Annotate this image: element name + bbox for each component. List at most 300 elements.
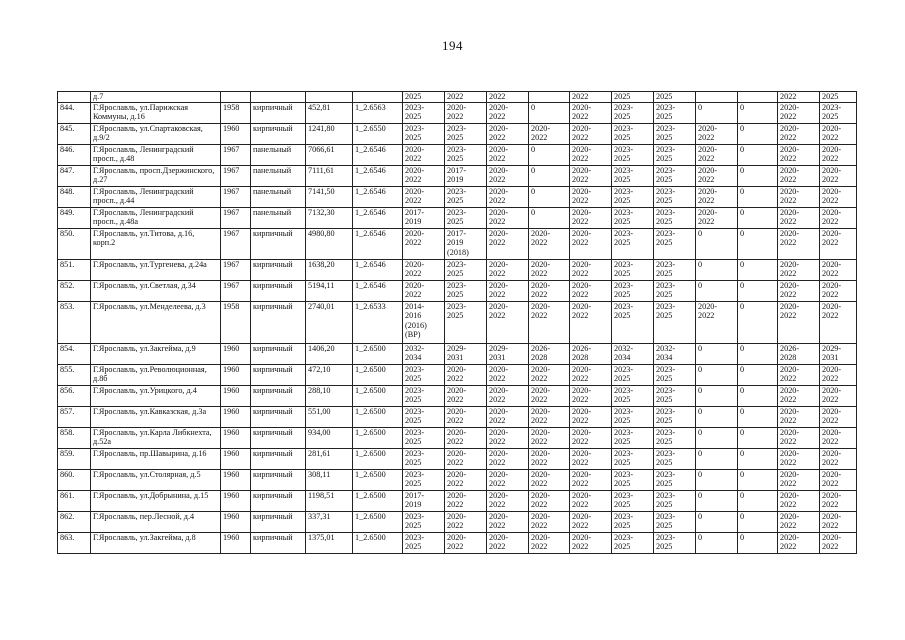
cell-period-4: [529, 92, 570, 103]
cell-area: 1638,20: [306, 259, 353, 280]
table-row: [58, 301, 857, 343]
cell-period-2: 2023- 2025: [445, 301, 487, 343]
cell-period-6: 2023- 2025: [612, 207, 654, 228]
cell-period-7: 2023- 2025: [654, 385, 696, 406]
cell-period-4: 0: [529, 186, 570, 207]
cell-period-9: 0: [738, 186, 778, 207]
cell-period-1: 2025: [403, 92, 445, 103]
cell-period-8: 0: [696, 490, 738, 511]
cell-period-3: 2020- 2022: [487, 385, 529, 406]
cell-year-built: 1967: [221, 144, 251, 165]
cell-period-1: 2023- 2025: [403, 448, 445, 469]
cell-year-built: 1967: [221, 280, 251, 301]
cell-period-10: 2020- 2022: [778, 427, 820, 448]
cell-period-9: 0: [738, 165, 778, 186]
cell-year-built: 1960: [221, 469, 251, 490]
cell-area: 7066,61: [306, 144, 353, 165]
cell-period-4: 2020- 2022: [529, 385, 570, 406]
cell-period-4: 0: [529, 165, 570, 186]
cell-wall-material: панельный: [251, 165, 306, 186]
cell-address: Г.Ярославль, ул.Спартаковская, д.9/2: [91, 123, 221, 144]
cell-period-4: 2020- 2022: [529, 259, 570, 280]
cell-period-3: 2022: [487, 92, 529, 103]
cell-period-5: 2020- 2022: [570, 165, 612, 186]
table-row: [58, 490, 857, 511]
cell-period-6: 2023- 2025: [612, 144, 654, 165]
cell-period-11: 2020- 2022: [820, 280, 857, 301]
cell-period-5: 2026- 2028: [570, 343, 612, 364]
cell-period-9: [738, 92, 778, 103]
cell-period-6: 2023- 2025: [612, 385, 654, 406]
cell-period-1: 2023- 2025: [403, 469, 445, 490]
cell-period-2: 2023- 2025: [445, 280, 487, 301]
cell-period-9: 0: [738, 228, 778, 259]
cell-period-5: 2020- 2022: [570, 427, 612, 448]
cell-address: Г.Ярославль, ул.Урицкого, д.4: [91, 385, 221, 406]
cell-period-4: 2020- 2022: [529, 469, 570, 490]
cell-address: Г.Ярославль, ул.Закгейма, д.8: [91, 532, 221, 553]
cell-period-9: 0: [738, 385, 778, 406]
cell-area: 1241,80: [306, 123, 353, 144]
cell-code: 1_2.6546: [353, 259, 403, 280]
cell-period-4: 2020- 2022: [529, 406, 570, 427]
cell-period-6: 2023- 2025: [612, 102, 654, 123]
cell-period-10: 2020- 2022: [778, 102, 820, 123]
cell-row-number: 862.: [58, 511, 91, 532]
cell-period-11: 2020- 2022: [820, 469, 857, 490]
cell-period-6: 2023- 2025: [612, 259, 654, 280]
cell-address: Г.Ярославль, ул.Парижская Коммуны, д.16: [91, 102, 221, 123]
cell-period-3: 2020- 2022: [487, 280, 529, 301]
cell-area: 5194,11: [306, 280, 353, 301]
cell-row-number: 847.: [58, 165, 91, 186]
cell-code: 1_2.6500: [353, 343, 403, 364]
cell-period-4: 2020- 2022: [529, 427, 570, 448]
cell-period-2: 2020- 2022: [445, 511, 487, 532]
cell-period-10: 2020- 2022: [778, 144, 820, 165]
cell-period-9: 0: [738, 102, 778, 123]
cell-wall-material: кирпичный: [251, 427, 306, 448]
cell-period-4: 2020- 2022: [529, 511, 570, 532]
cell-period-8: 0: [696, 364, 738, 385]
cell-period-7: 2023- 2025: [654, 259, 696, 280]
cell-year-built: 1967: [221, 228, 251, 259]
cell-period-11: 2020- 2022: [820, 228, 857, 259]
cell-period-3: 2020- 2022: [487, 102, 529, 123]
cell-period-9: 0: [738, 427, 778, 448]
cell-area: 1198,51: [306, 490, 353, 511]
cell-period-2: 2029- 2031: [445, 343, 487, 364]
cell-period-8: 0: [696, 469, 738, 490]
cell-address: Г.Ярославль, ул.Тургенева, д.24а: [91, 259, 221, 280]
cell-period-8: 0: [696, 228, 738, 259]
cell-row-number: 857.: [58, 406, 91, 427]
cell-period-6: 2023- 2025: [612, 469, 654, 490]
cell-period-10: 2020- 2022: [778, 165, 820, 186]
cell-period-10: 2020- 2022: [778, 186, 820, 207]
cell-year-built: 1960: [221, 511, 251, 532]
cell-period-10: 2020- 2022: [778, 280, 820, 301]
cell-period-3: 2020- 2022: [487, 511, 529, 532]
cell-period-5: 2020- 2022: [570, 228, 612, 259]
cell-code: 1_2.6500: [353, 532, 403, 553]
cell-period-9: 0: [738, 532, 778, 553]
cell-period-7: 2025: [654, 92, 696, 103]
table-row: [58, 511, 857, 532]
cell-period-4: 2020- 2022: [529, 448, 570, 469]
cell-period-8: 2020- 2022: [696, 207, 738, 228]
cell-period-6: 2023- 2025: [612, 448, 654, 469]
cell-period-11: 2020- 2022: [820, 427, 857, 448]
cell-period-1: 2023- 2025: [403, 532, 445, 553]
cell-period-11: 2023- 2025: [820, 102, 857, 123]
cell-period-3: 2020- 2022: [487, 123, 529, 144]
cell-wall-material: кирпичный: [251, 228, 306, 259]
cell-period-3: 2020- 2022: [487, 469, 529, 490]
cell-period-6: 2032- 2034: [612, 343, 654, 364]
cell-area: 452,81: [306, 102, 353, 123]
cell-wall-material: кирпичный: [251, 280, 306, 301]
cell-wall-material: панельный: [251, 186, 306, 207]
cell-period-8: [696, 92, 738, 103]
cell-period-6: 2023- 2025: [612, 511, 654, 532]
cell-period-2: 2023- 2025: [445, 186, 487, 207]
cell-period-7: 2023- 2025: [654, 228, 696, 259]
cell-address: Г.Ярославль, Ленинградский просп., д.48а: [91, 207, 221, 228]
cell-period-1: 2023- 2025: [403, 123, 445, 144]
cell-period-1: 2017- 2019: [403, 207, 445, 228]
cell-area: 7132,30: [306, 207, 353, 228]
cell-year-built: 1960: [221, 385, 251, 406]
cell-row-number: 850.: [58, 228, 91, 259]
table-row: [58, 186, 857, 207]
cell-period-5: 2020- 2022: [570, 511, 612, 532]
cell-period-9: 0: [738, 490, 778, 511]
cell-code: 1_2.6500: [353, 511, 403, 532]
cell-code: 1_2.6500: [353, 490, 403, 511]
cell-period-8: 0: [696, 448, 738, 469]
cell-address: Г.Ярославль, ул.Светлая, д.34: [91, 280, 221, 301]
cell-period-11: 2020- 2022: [820, 144, 857, 165]
cell-area: 551,00: [306, 406, 353, 427]
cell-code: 1_2.6500: [353, 427, 403, 448]
cell-wall-material: кирпичный: [251, 532, 306, 553]
cell-period-2: 2020- 2022: [445, 102, 487, 123]
cell-row-number: 860.: [58, 469, 91, 490]
cell-period-3: 2020- 2022: [487, 532, 529, 553]
cell-period-1: 2023- 2025: [403, 406, 445, 427]
cell-period-6: 2023- 2025: [612, 301, 654, 343]
cell-period-3: 2020- 2022: [487, 364, 529, 385]
cell-period-8: 0: [696, 532, 738, 553]
cell-period-1: 2020- 2022: [403, 228, 445, 259]
cell-period-6: 2025: [612, 92, 654, 103]
cell-period-2: 2017- 2019: [445, 165, 487, 186]
cell-address: Г.Ярославль, ул.Столярная, д.5: [91, 469, 221, 490]
cell-wall-material: кирпичный: [251, 406, 306, 427]
cell-period-10: 2020- 2022: [778, 207, 820, 228]
cell-period-4: 2020- 2022: [529, 301, 570, 343]
cell-period-1: 2023- 2025: [403, 102, 445, 123]
cell-area: 472,10: [306, 364, 353, 385]
cell-period-1: 2020- 2022: [403, 144, 445, 165]
cell-period-5: 2020- 2022: [570, 144, 612, 165]
cell-code: 1_2.6500: [353, 406, 403, 427]
cell-wall-material: [251, 92, 306, 103]
cell-period-11: 2020- 2022: [820, 511, 857, 532]
cell-period-11: 2020- 2022: [820, 385, 857, 406]
cell-code: 1_2.6546: [353, 186, 403, 207]
cell-period-8: 0: [696, 385, 738, 406]
table-row: [58, 469, 857, 490]
cell-period-3: 2020- 2022: [487, 144, 529, 165]
cell-address: Г.Ярославль, Ленинградский просп., д.48: [91, 144, 221, 165]
cell-area: 4980,80: [306, 228, 353, 259]
cell-period-1: 2017- 2019: [403, 490, 445, 511]
cell-row-number: 846.: [58, 144, 91, 165]
cell-period-10: 2020- 2022: [778, 123, 820, 144]
cell-period-3: 2020- 2022: [487, 490, 529, 511]
cell-period-10: 2020- 2022: [778, 469, 820, 490]
cell-period-7: 2023- 2025: [654, 123, 696, 144]
cell-period-7: 2023- 2025: [654, 102, 696, 123]
cell-period-3: 2020- 2022: [487, 427, 529, 448]
cell-period-6: 2023- 2025: [612, 165, 654, 186]
cell-code: 1_2.6546: [353, 144, 403, 165]
cell-period-8: 0: [696, 343, 738, 364]
cell-year-built: 1960: [221, 364, 251, 385]
cell-period-1: 2023- 2025: [403, 427, 445, 448]
cell-period-9: 0: [738, 448, 778, 469]
cell-period-8: 2020- 2022: [696, 301, 738, 343]
cell-wall-material: кирпичный: [251, 102, 306, 123]
cell-period-8: 0: [696, 102, 738, 123]
cell-period-5: 2020- 2022: [570, 280, 612, 301]
cell-period-2: 2020- 2022: [445, 469, 487, 490]
cell-period-11: 2020- 2022: [820, 532, 857, 553]
cell-period-11: 2020- 2022: [820, 490, 857, 511]
cell-row-number: 853.: [58, 301, 91, 343]
cell-period-10: 2020- 2022: [778, 259, 820, 280]
cell-period-7: 2023- 2025: [654, 490, 696, 511]
cell-period-2: 2020- 2022: [445, 364, 487, 385]
cell-period-8: 2020- 2022: [696, 144, 738, 165]
cell-wall-material: кирпичный: [251, 364, 306, 385]
cell-period-4: 2020- 2022: [529, 228, 570, 259]
cell-area: [306, 92, 353, 103]
cell-period-7: 2023- 2025: [654, 280, 696, 301]
cell-period-5: 2020- 2022: [570, 301, 612, 343]
cell-period-5: 2020- 2022: [570, 186, 612, 207]
cell-period-7: 2023- 2025: [654, 448, 696, 469]
cell-wall-material: кирпичный: [251, 448, 306, 469]
cell-period-7: 2023- 2025: [654, 144, 696, 165]
cell-row-number: 849.: [58, 207, 91, 228]
cell-wall-material: кирпичный: [251, 301, 306, 343]
cell-period-10: 2020- 2022: [778, 364, 820, 385]
cell-address: Г.Ярославль, пр.Шавырина, д.16: [91, 448, 221, 469]
cell-address: Г.Ярославль, ул.Революционная, д.8б: [91, 364, 221, 385]
cell-period-9: 0: [738, 406, 778, 427]
cell-address: Г.Ярославль, ул.Карла Либкнехта, д.52а: [91, 427, 221, 448]
cell-address: Г.Ярославль, пер.Лесной, д.4: [91, 511, 221, 532]
cell-period-5: 2020- 2022: [570, 102, 612, 123]
cell-period-9: 0: [738, 511, 778, 532]
cell-period-1: 2032- 2034: [403, 343, 445, 364]
table-row: [58, 228, 857, 259]
cell-address: Г.Ярославль, ул.Добрынина, д.15: [91, 490, 221, 511]
cell-period-8: 0: [696, 406, 738, 427]
cell-row-number: 851.: [58, 259, 91, 280]
cell-period-3: 2020- 2022: [487, 406, 529, 427]
cell-period-7: 2023- 2025: [654, 165, 696, 186]
table-row: [58, 207, 857, 228]
cell-period-3: 2020- 2022: [487, 228, 529, 259]
cell-period-10: 2020- 2022: [778, 385, 820, 406]
cell-period-1: 2020- 2022: [403, 165, 445, 186]
cell-area: 7111,61: [306, 165, 353, 186]
cell-wall-material: кирпичный: [251, 259, 306, 280]
table-row: [58, 448, 857, 469]
cell-period-6: 2023- 2025: [612, 364, 654, 385]
cell-period-4: 0: [529, 207, 570, 228]
cell-period-8: 0: [696, 427, 738, 448]
cell-year-built: 1960: [221, 532, 251, 553]
cell-period-10: 2020- 2022: [778, 448, 820, 469]
cell-period-11: 2020- 2022: [820, 364, 857, 385]
cell-period-11: 2025: [820, 92, 857, 103]
cell-period-7: 2023- 2025: [654, 427, 696, 448]
cell-row-number: 861.: [58, 490, 91, 511]
cell-period-2: 2023- 2025: [445, 144, 487, 165]
table-row: [58, 385, 857, 406]
cell-period-1: 2023- 2025: [403, 511, 445, 532]
cell-period-4: 0: [529, 102, 570, 123]
cell-area: 281,61: [306, 448, 353, 469]
cell-wall-material: кирпичный: [251, 123, 306, 144]
cell-period-11: 2029- 2031: [820, 343, 857, 364]
table-row: [58, 406, 857, 427]
cell-period-2: 2020- 2022: [445, 532, 487, 553]
cell-period-5: 2020- 2022: [570, 469, 612, 490]
cell-year-built: 1960: [221, 490, 251, 511]
cell-period-7: 2023- 2025: [654, 207, 696, 228]
cell-period-11: 2020- 2022: [820, 186, 857, 207]
table-row: [58, 343, 857, 364]
cell-row-number: 854.: [58, 343, 91, 364]
cell-period-1: 2014- 2016 (2016) (ВР): [403, 301, 445, 343]
cell-period-8: 0: [696, 280, 738, 301]
cell-period-6: 2023- 2025: [612, 186, 654, 207]
cell-period-9: 0: [738, 123, 778, 144]
cell-period-9: 0: [738, 364, 778, 385]
cell-period-9: 0: [738, 280, 778, 301]
table-row: [58, 364, 857, 385]
cell-row-number: 858.: [58, 427, 91, 448]
cell-period-10: 2020- 2022: [778, 511, 820, 532]
cell-period-2: 2020- 2022: [445, 406, 487, 427]
cell-area: 308,11: [306, 469, 353, 490]
cell-wall-material: кирпичный: [251, 385, 306, 406]
cell-period-11: 2020- 2022: [820, 301, 857, 343]
table-row: [58, 532, 857, 553]
cell-period-11: 2020- 2022: [820, 259, 857, 280]
cell-period-7: 2023- 2025: [654, 186, 696, 207]
table-row: [58, 102, 857, 123]
cell-period-3: 2020- 2022: [487, 448, 529, 469]
cell-wall-material: кирпичный: [251, 490, 306, 511]
cell-period-10: 2020- 2022: [778, 301, 820, 343]
cell-year-built: 1967: [221, 186, 251, 207]
cell-period-7: 2023- 2025: [654, 364, 696, 385]
cell-address: Г.Ярославль, ул.Менделеева, д.3: [91, 301, 221, 343]
cell-code: 1_2.6500: [353, 469, 403, 490]
cell-period-2: 2023- 2025: [445, 123, 487, 144]
cell-period-3: 2020- 2022: [487, 207, 529, 228]
cell-period-10: 2020- 2022: [778, 490, 820, 511]
cell-period-5: 2020- 2022: [570, 532, 612, 553]
cell-row-number: 848.: [58, 186, 91, 207]
cell-year-built: 1958: [221, 301, 251, 343]
cell-period-5: 2020- 2022: [570, 385, 612, 406]
cell-period-6: 2023- 2025: [612, 123, 654, 144]
cell-year-built: 1960: [221, 427, 251, 448]
cell-year-built: 1960: [221, 406, 251, 427]
cell-period-1: 2023- 2025: [403, 385, 445, 406]
cell-period-7: 2023- 2025: [654, 406, 696, 427]
cell-row-number: 863.: [58, 532, 91, 553]
cell-period-5: 2020- 2022: [570, 123, 612, 144]
cell-period-11: 2020- 2022: [820, 406, 857, 427]
cell-period-2: 2020- 2022: [445, 448, 487, 469]
cell-period-5: 2020- 2022: [570, 448, 612, 469]
cell-period-6: 2023- 2025: [612, 280, 654, 301]
cell-address: Г.Ярославль, ул.Титова, д.16, корп.2: [91, 228, 221, 259]
cell-period-5: 2020- 2022: [570, 259, 612, 280]
cell-wall-material: панельный: [251, 207, 306, 228]
cell-period-3: 2020- 2022: [487, 301, 529, 343]
cell-period-10: 2020- 2022: [778, 406, 820, 427]
cell-code: 1_2.6550: [353, 123, 403, 144]
table-row: [58, 123, 857, 144]
cell-year-built: 1967: [221, 207, 251, 228]
cell-period-7: 2032- 2034: [654, 343, 696, 364]
cell-period-10: 2020- 2022: [778, 228, 820, 259]
cell-period-5: 2020- 2022: [570, 490, 612, 511]
cell-period-2: 2020- 2022: [445, 385, 487, 406]
table-row: [58, 144, 857, 165]
cell-period-8: 2020- 2022: [696, 186, 738, 207]
cell-period-8: 2020- 2022: [696, 165, 738, 186]
cell-period-7: 2023- 2025: [654, 532, 696, 553]
cell-period-9: 0: [738, 144, 778, 165]
cell-year-built: 1960: [221, 448, 251, 469]
cell-code: 1_2.6546: [353, 165, 403, 186]
cell-period-9: 0: [738, 301, 778, 343]
cell-period-4: 2020- 2022: [529, 280, 570, 301]
table-row: [58, 165, 857, 186]
cell-period-2: 2023- 2025: [445, 207, 487, 228]
cell-period-1: 2020- 2022: [403, 280, 445, 301]
cell-area: 934,00: [306, 427, 353, 448]
cell-period-5: 2020- 2022: [570, 207, 612, 228]
cell-code: 1_2.6546: [353, 207, 403, 228]
housing-repair-table: [57, 91, 857, 554]
cell-period-9: 0: [738, 469, 778, 490]
cell-period-6: 2023- 2025: [612, 490, 654, 511]
cell-row-number: 844.: [58, 102, 91, 123]
cell-period-3: 2020- 2022: [487, 186, 529, 207]
